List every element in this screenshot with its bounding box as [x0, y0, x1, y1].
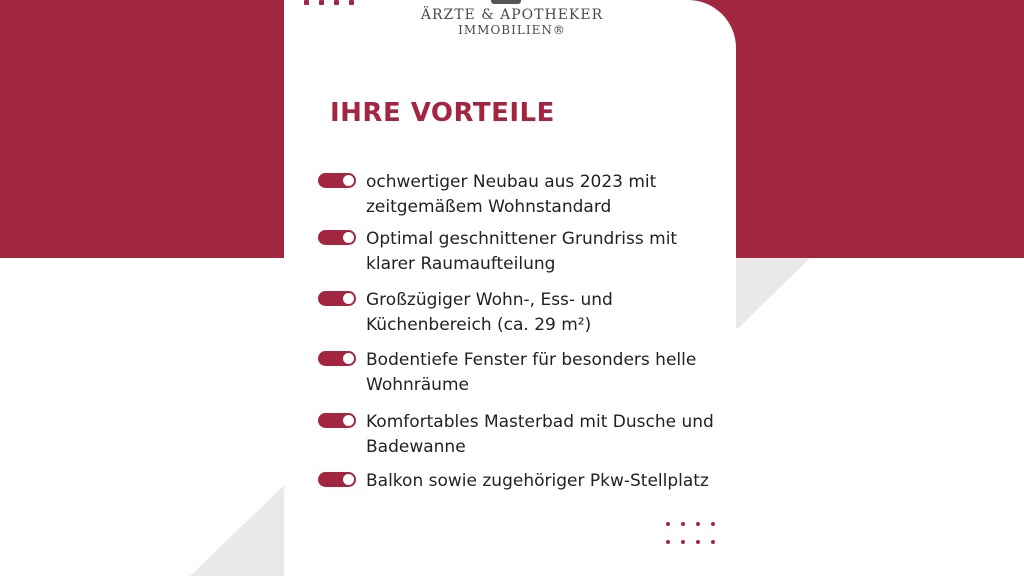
- dot-grid-decoration: [666, 522, 726, 546]
- feature-text: Komfortables Masterbad mit Dusche und Badewanne: [366, 412, 714, 457]
- feature-text: Bodentiefe Fenster für besonders helle Wohnräume: [366, 350, 697, 395]
- toggle-switch-icon: [318, 351, 356, 366]
- toggle-switch-icon: [318, 173, 356, 188]
- toggle-switch-icon: [318, 291, 356, 306]
- toggle-switch-icon: [318, 230, 356, 245]
- feature-text: Großzügiger Wohn-, Ess- und Küchenbereich (ca. 29 m²): [366, 290, 613, 335]
- top-decoration: [304, 0, 364, 6]
- feature-text: ochwertiger Neubau aus 2023 mit zeitgemäßem Wohnstandard: [366, 172, 657, 217]
- toggle-switch-icon: [318, 472, 356, 487]
- logo-text-line2: IMMOBILIEN®: [458, 23, 566, 37]
- page-title: IHRE VORTEILE: [330, 98, 555, 128]
- toggle-switch-icon: [318, 413, 356, 428]
- feature-text: Optimal geschnittener Grundriss mit klarer Raumaufteilung: [366, 229, 678, 274]
- feature-text: Balkon sowie zugehöriger Pkw-Stellplatz: [366, 471, 709, 491]
- logo-icon: [491, 0, 521, 4]
- logo-text-line1: ÄRZTE & APOTHEKER: [420, 7, 604, 23]
